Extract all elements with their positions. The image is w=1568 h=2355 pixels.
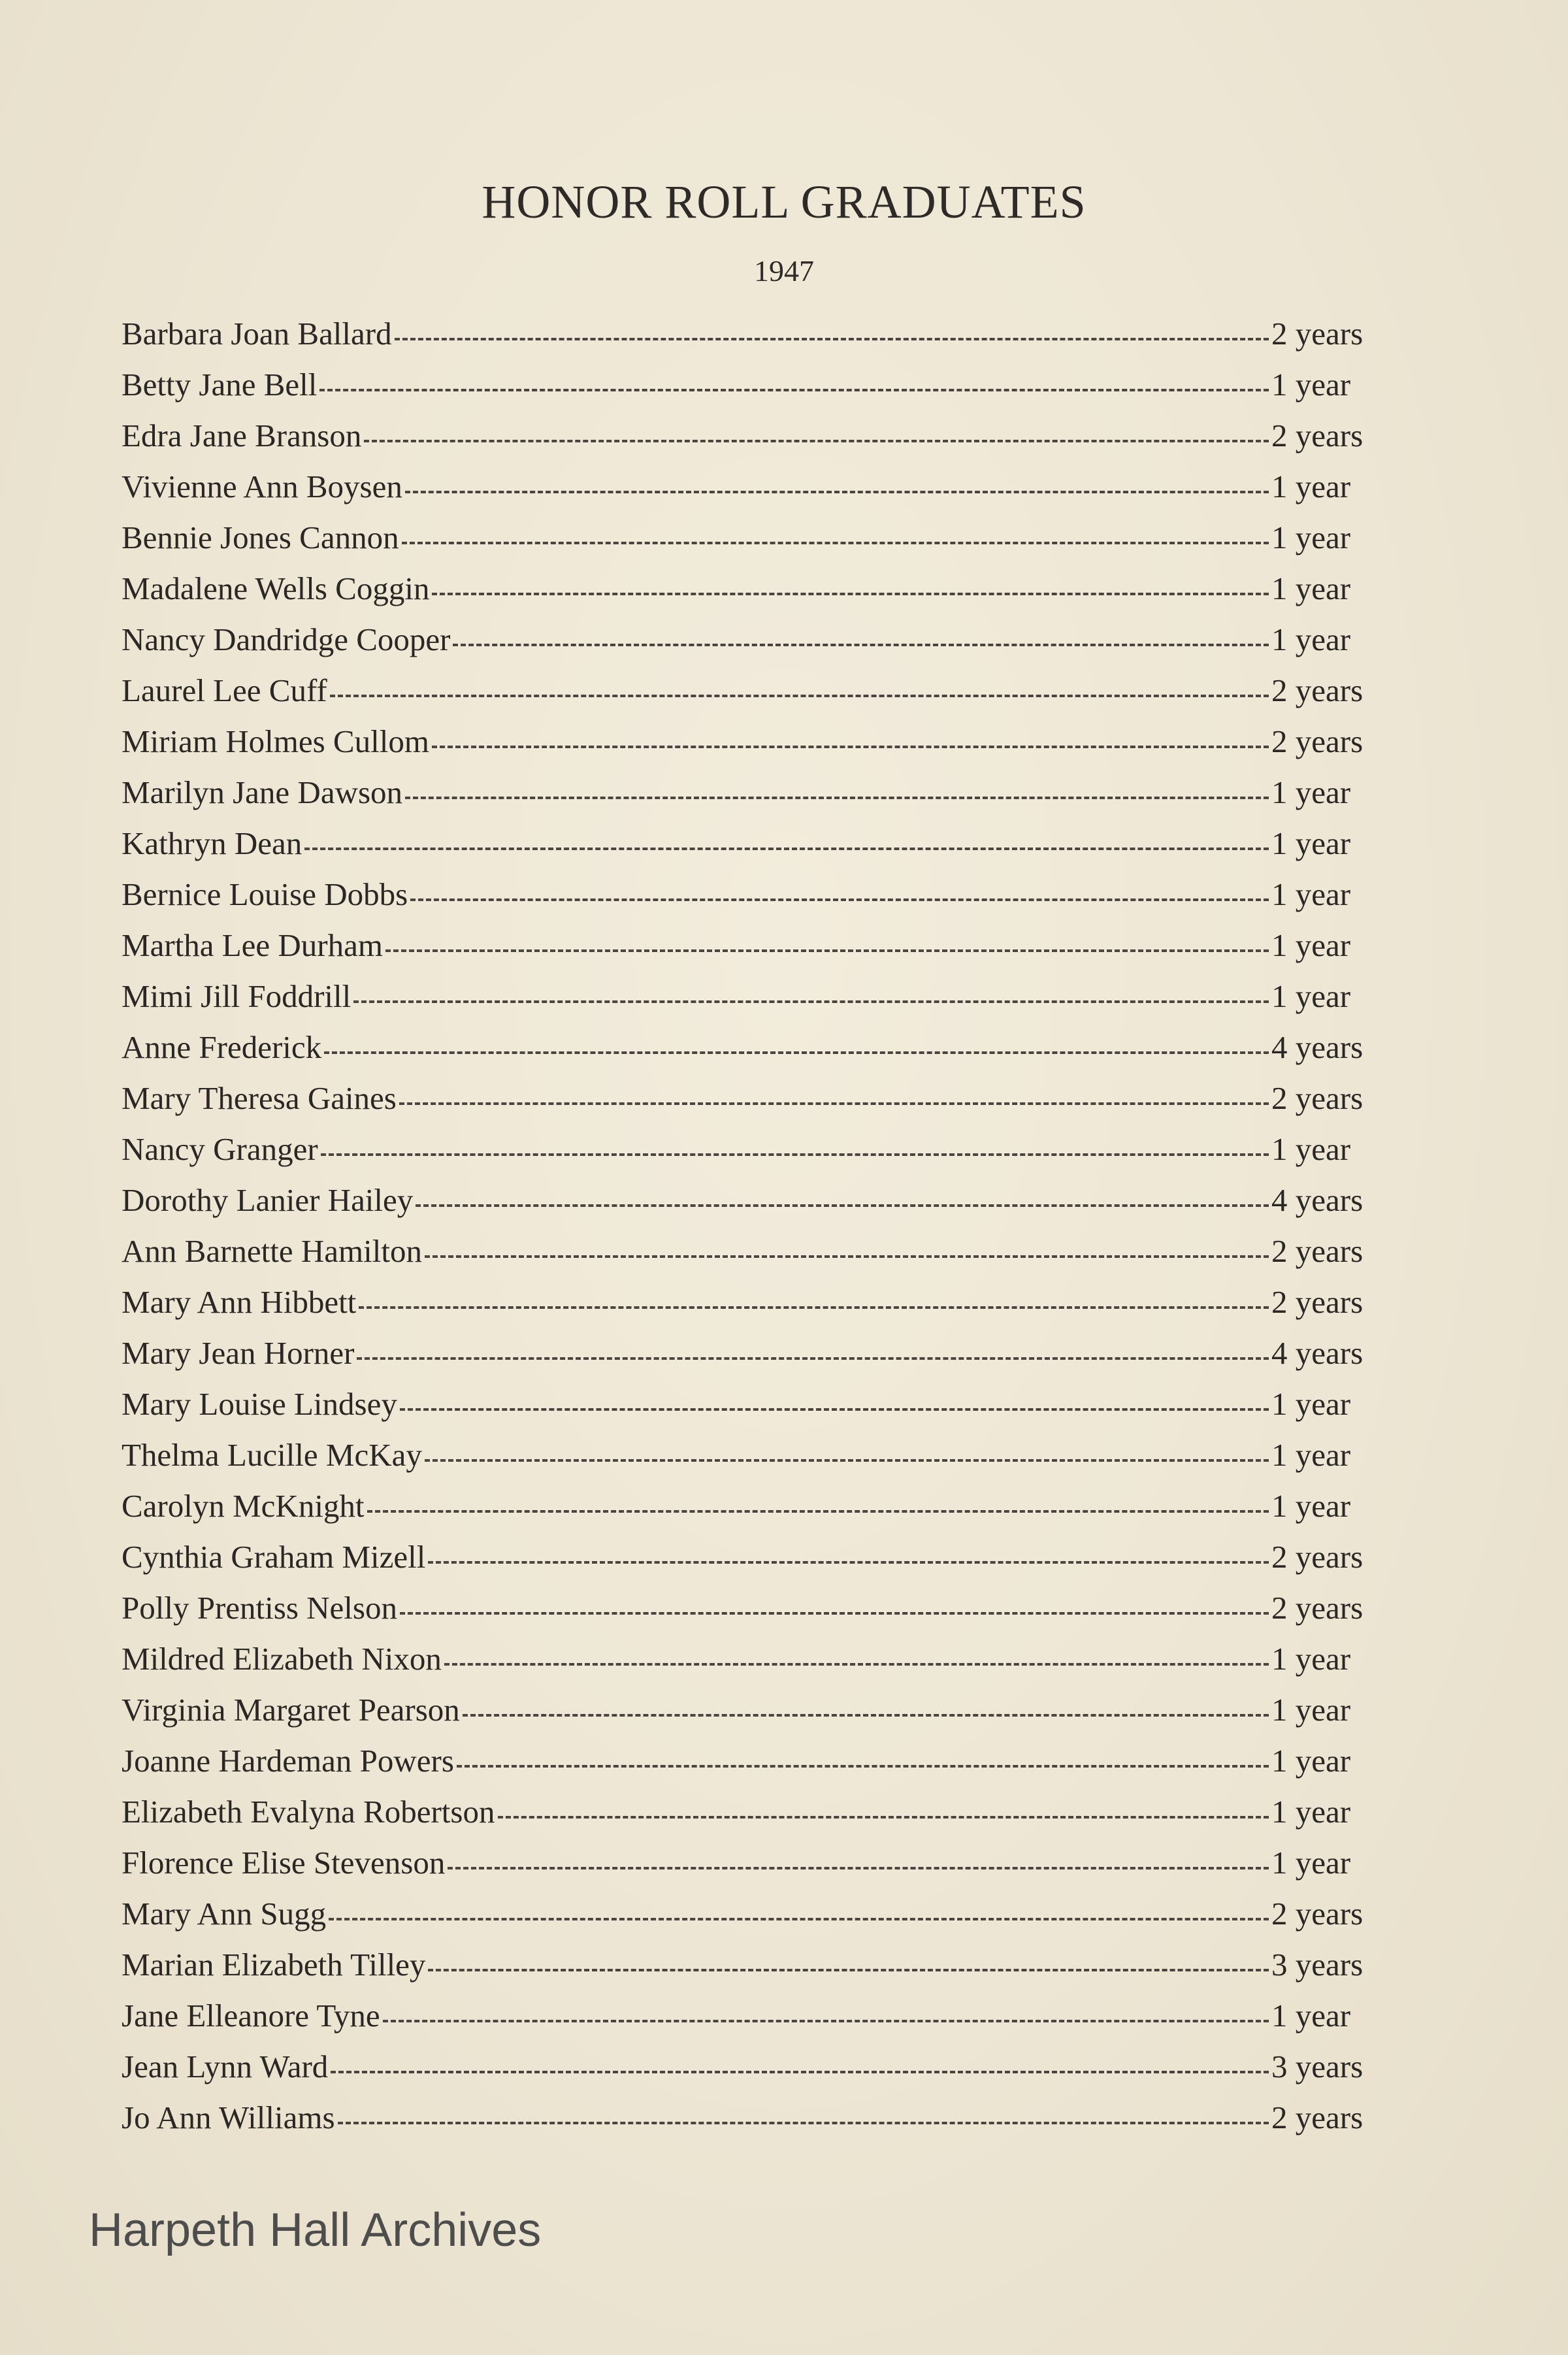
graduate-duration: 4 years [1271,1335,1364,1371]
graduate-name: Mary Ann Sugg [122,1896,327,1932]
dot-leader [353,1000,1269,1003]
dot-leader [432,746,1269,748]
graduate-row [122,468,1389,519]
graduate-name: Thelma Lucille McKay [122,1437,422,1473]
graduate-name: Edra Jane Branson [122,418,362,453]
graduate-duration: 2 years [1271,1233,1364,1269]
dot-leader [367,1510,1269,1513]
dot-leader [405,491,1269,493]
dot-leader [324,1051,1269,1054]
graduate-duration: 3 years [1271,2049,1364,2084]
dot-leader [428,1969,1269,1971]
graduate-duration: 1 year [1271,519,1351,555]
graduate-name: Dorothy Lanier Hailey [122,1182,414,1218]
dot-leader [338,2122,1269,2124]
graduate-row [122,1844,1389,1895]
dot-leader [329,1918,1269,1920]
graduate-name: Marilyn Jane Dawson [122,774,403,810]
graduate-row [122,1997,1389,2048]
graduate-duration: 1 year [1271,927,1351,963]
graduate-duration: 2 years [1271,1590,1364,1626]
graduate-duration: 1 year [1271,1386,1351,1422]
graduate-row [122,1640,1389,1691]
graduate-row [122,1742,1389,1793]
graduate-row [122,366,1389,417]
graduate-duration: 1 year [1271,1743,1351,1779]
graduate-row [122,1385,1389,1436]
graduate-duration: 1 year [1271,978,1351,1014]
dot-leader [395,338,1269,340]
graduate-name: Florence Elise Stevenson [122,1845,446,1881]
graduate-row [122,927,1389,978]
graduate-row [122,570,1389,621]
dot-leader [400,1612,1269,1615]
dot-leader [498,1816,1269,1819]
graduate-row [122,1232,1389,1283]
graduate-row [122,417,1389,468]
graduate-duration: 1 year [1271,1692,1351,1728]
graduate-name: Jean Lynn Ward [122,2049,329,2084]
dot-leader [400,1408,1269,1411]
graduate-name: Betty Jane Bell [122,367,318,403]
graduate-name: Nancy Granger [122,1131,318,1167]
dot-leader [304,848,1269,850]
dot-leader [444,1663,1269,1666]
dot-leader [331,2071,1269,2073]
graduate-row [122,1029,1389,1079]
graduate-row [122,1487,1389,1538]
dot-leader [457,1765,1269,1768]
archive-watermark: Harpeth Hall Archives [89,2204,542,2256]
graduate-row [122,1589,1389,1640]
dot-leader [425,1255,1269,1258]
graduate-row [122,1079,1389,1130]
graduate-duration: 1 year [1271,876,1351,912]
graduate-name: Jane Elleanore Tyne [122,1998,380,2034]
graduate-name: Vivienne Ann Boysen [122,469,402,504]
dot-leader [416,1204,1269,1207]
dot-leader [410,898,1269,901]
graduate-name: Mildred Elizabeth Nixon [122,1641,442,1677]
graduate-name: Marian Elizabeth Tilley [122,1947,426,1983]
graduate-duration: 1 year [1271,1998,1351,2034]
graduate-name: Mary Jean Horner [122,1335,355,1371]
graduate-name: Jo Ann Williams [122,2100,335,2135]
graduate-row [122,621,1389,672]
graduate-name: Polly Prentiss Nelson [122,1590,397,1626]
graduate-name: Anne Frederick [122,1029,322,1065]
graduate-row [122,1181,1389,1232]
graduate-name: Mary Louise Lindsey [122,1386,397,1422]
graduate-duration: 2 years [1271,316,1364,352]
graduate-name: Kathryn Dean [122,825,302,861]
graduate-duration: 1 year [1271,1488,1351,1524]
dot-leader [359,1306,1269,1309]
graduate-name: Laurel Lee Cuff [122,672,327,708]
graduate-row [122,825,1389,876]
graduate-row [122,1946,1389,1997]
graduate-name: Ann Barnette Hamilton [122,1233,422,1269]
graduate-duration: 1 year [1271,825,1351,861]
graduate-name: Virginia Margaret Pearson [122,1692,460,1728]
dot-leader [428,1561,1269,1564]
dot-leader [405,797,1269,799]
graduate-row [122,1436,1389,1487]
graduate-row [122,876,1389,927]
dot-leader [321,1153,1269,1156]
graduate-row [122,1334,1389,1385]
graduate-name: Mary Ann Hibbett [122,1284,357,1320]
graduate-name: Bernice Louise Dobbs [122,876,408,912]
graduate-duration: 1 year [1271,621,1351,657]
graduate-duration: 3 years [1271,1947,1364,1983]
graduate-name: Martha Lee Durham [122,927,383,963]
graduate-duration: 4 years [1271,1182,1364,1218]
graduate-row [122,1793,1389,1844]
graduate-name: Joanne Hardeman Powers [122,1743,454,1779]
graduate-row [122,1895,1389,1946]
graduate-duration: 2 years [1271,1896,1364,1932]
graduate-duration: 1 year [1271,469,1351,504]
graduate-name: Carolyn McKnight [122,1488,365,1524]
graduate-duration: 1 year [1271,1845,1351,1881]
dot-leader [399,1102,1269,1105]
graduate-duration: 2 years [1271,723,1364,759]
dot-leader [319,389,1269,391]
graduate-list [122,315,1389,2150]
graduate-row [122,315,1389,366]
dot-leader [402,542,1269,544]
document-year: 1947 [754,254,814,288]
graduate-duration: 2 years [1271,2100,1364,2135]
graduate-duration: 2 years [1271,418,1364,453]
dot-leader [463,1714,1269,1717]
graduate-duration: 2 years [1271,1539,1364,1575]
graduate-name: Mimi Jill Foddrill [122,978,351,1014]
graduate-row [122,519,1389,570]
graduate-name: Nancy Dandridge Cooper [122,621,451,657]
graduate-duration: 1 year [1271,1437,1351,1473]
graduate-row [122,1283,1389,1334]
graduate-row [122,774,1389,825]
graduate-row [122,2099,1389,2150]
dot-leader [448,1867,1269,1869]
graduate-name: Madalene Wells Coggin [122,570,430,606]
graduate-row [122,1130,1389,1181]
dot-leader [383,2020,1269,2022]
graduate-row [122,978,1389,1029]
dot-leader [453,644,1269,646]
graduate-duration: 1 year [1271,367,1351,403]
graduate-name: Barbara Joan Ballard [122,316,392,352]
graduate-name: Elizabeth Evalyna Robertson [122,1794,495,1830]
graduate-duration: 2 years [1271,1080,1364,1116]
graduate-row [122,723,1389,774]
graduate-row [122,672,1389,723]
graduate-duration: 4 years [1271,1029,1364,1065]
dot-leader [432,593,1269,595]
graduate-duration: 2 years [1271,1284,1364,1320]
graduate-row [122,1538,1389,1589]
dot-leader [425,1459,1269,1462]
graduate-duration: 1 year [1271,1794,1351,1830]
graduate-name: Bennie Jones Cannon [122,519,399,555]
graduate-row [122,2048,1389,2099]
dot-leader [385,949,1269,952]
graduate-name: Mary Theresa Gaines [122,1080,397,1116]
dot-leader [364,440,1269,442]
graduate-duration: 1 year [1271,1641,1351,1677]
graduate-name: Cynthia Graham Mizell [122,1539,426,1575]
dot-leader [330,695,1269,697]
graduate-duration: 2 years [1271,672,1364,708]
document-title: HONOR ROLL GRADUATES [482,176,1086,228]
graduate-duration: 1 year [1271,1131,1351,1167]
graduate-duration: 1 year [1271,570,1351,606]
graduate-name: Miriam Holmes Cullom [122,723,429,759]
graduate-row [122,1691,1389,1742]
graduate-duration: 1 year [1271,774,1351,810]
dot-leader [357,1357,1269,1360]
